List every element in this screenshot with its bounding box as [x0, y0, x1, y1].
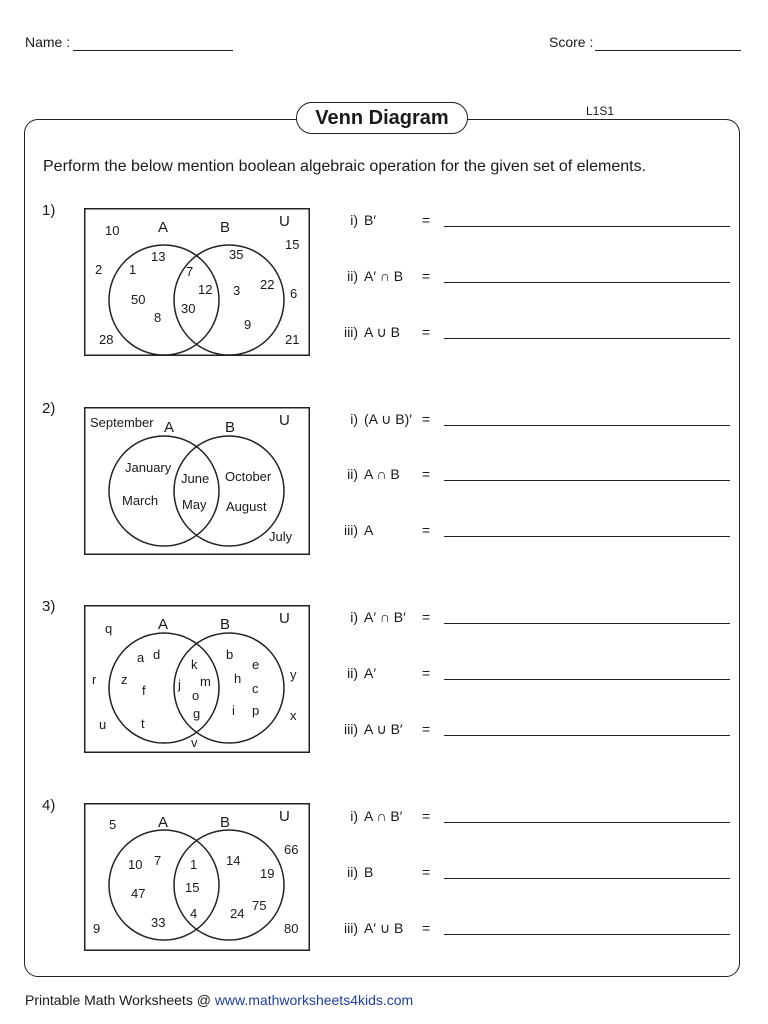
- element: f: [142, 683, 146, 698]
- element: j: [178, 677, 181, 692]
- element: 28: [99, 332, 114, 347]
- element: a: [137, 650, 145, 665]
- question-number: 1): [42, 202, 56, 219]
- operation-numeral: ii): [347, 466, 358, 482]
- element: 10: [105, 223, 120, 238]
- element: October: [225, 469, 272, 484]
- answer-line[interactable]: [444, 480, 730, 481]
- element: 33: [151, 915, 166, 930]
- element: x: [290, 708, 297, 723]
- operation-expression: A ∩ B′: [364, 808, 403, 824]
- element: 2: [95, 262, 103, 277]
- element: m: [200, 674, 211, 689]
- set-a-label: A: [158, 814, 169, 831]
- element: 24: [230, 906, 245, 921]
- operation-expression: A′ ∩ B: [364, 268, 404, 284]
- equals-sign: =: [422, 411, 431, 427]
- set-a-circle: [109, 436, 219, 546]
- set-b-label: B: [220, 616, 231, 633]
- element: 9: [93, 921, 101, 936]
- set-a-label: A: [158, 219, 169, 236]
- element: 15: [185, 880, 200, 895]
- equals-sign: =: [422, 466, 431, 482]
- operation-numeral: iii): [344, 721, 358, 737]
- element: 8: [154, 310, 162, 325]
- answer-line[interactable]: [444, 735, 730, 736]
- operation-expression: A′: [364, 665, 376, 681]
- equals-sign: =: [422, 268, 431, 284]
- venn-diagram-4: [84, 803, 310, 951]
- set-b-label: B: [220, 219, 231, 236]
- element: May: [182, 497, 207, 512]
- operation-expression: A ∪ B′: [364, 721, 403, 737]
- operation-expression: A′ ∩ B′: [364, 609, 406, 625]
- answer-line[interactable]: [444, 623, 730, 624]
- answer-line[interactable]: [444, 878, 730, 879]
- operation-numeral: iii): [344, 324, 358, 340]
- operation-numeral: iii): [344, 522, 358, 538]
- venn-diagram-2: [84, 407, 310, 555]
- element: 50: [131, 292, 146, 307]
- element: c: [252, 681, 259, 696]
- set-b-label: B: [225, 419, 236, 436]
- element: 5: [109, 817, 117, 832]
- equals-sign: =: [422, 212, 431, 228]
- operation-numeral: ii): [347, 864, 358, 880]
- element: 10: [128, 857, 143, 872]
- operation-numeral: ii): [347, 268, 358, 284]
- element: March: [122, 493, 159, 508]
- worksheet-title: Venn Diagram: [296, 102, 468, 134]
- operation-expression: (A ∪ B)′: [364, 411, 412, 427]
- element: 47: [131, 886, 146, 901]
- sheet-code: L1S1: [586, 104, 615, 118]
- answer-line[interactable]: [444, 822, 730, 823]
- element: i: [232, 703, 235, 718]
- element: August: [226, 499, 267, 514]
- set-b-label: B: [220, 814, 231, 831]
- answer-line[interactable]: [444, 226, 730, 227]
- element: July: [269, 529, 293, 544]
- universe-label: U: [279, 213, 290, 230]
- element: 4: [190, 906, 198, 921]
- set-a-label: A: [158, 616, 169, 633]
- venn-diagram-1: [84, 208, 310, 356]
- element: 9: [244, 317, 252, 332]
- equals-sign: =: [422, 522, 431, 538]
- element: 21: [285, 332, 300, 347]
- footer-text: Printable Math Worksheets @: [25, 992, 215, 1008]
- element: 12: [198, 282, 213, 297]
- element: h: [234, 671, 242, 686]
- equals-sign: =: [422, 665, 431, 681]
- footer: [25, 992, 413, 1008]
- answer-line[interactable]: [444, 679, 730, 680]
- element: o: [192, 688, 200, 703]
- set-b-circle: [174, 436, 284, 546]
- element: 14: [226, 853, 241, 868]
- operation-expression: A′ ∪ B: [364, 920, 404, 936]
- equals-sign: =: [422, 864, 431, 880]
- footer-link[interactable]: www.mathworksheets4kids.com: [214, 992, 414, 1008]
- answer-line[interactable]: [444, 934, 730, 935]
- element: 35: [229, 247, 244, 262]
- operation-numeral: ii): [347, 665, 358, 681]
- element: v: [191, 735, 198, 750]
- operation-numeral: i): [350, 212, 358, 228]
- name-input-line[interactable]: [73, 50, 233, 51]
- element: 19: [260, 866, 275, 881]
- element: January: [125, 460, 172, 475]
- element: p: [252, 703, 260, 718]
- operation-numeral: i): [350, 609, 358, 625]
- name-label: Name :: [25, 34, 71, 50]
- element: 22: [260, 277, 275, 292]
- element: 66: [284, 842, 299, 857]
- element: 7: [154, 853, 162, 868]
- equals-sign: =: [422, 808, 431, 824]
- operation-expression: B: [364, 864, 374, 880]
- element: September: [90, 415, 154, 430]
- element: e: [252, 657, 260, 672]
- operation-expression: A ∪ B: [364, 324, 400, 340]
- universe-box: [85, 606, 310, 753]
- element: g: [193, 706, 201, 721]
- universe-label: U: [279, 610, 290, 627]
- answer-line[interactable]: [444, 338, 730, 339]
- operation-expression: B′: [364, 212, 376, 228]
- universe-label: U: [279, 412, 290, 429]
- answer-line[interactable]: [444, 536, 730, 537]
- element: z: [121, 672, 128, 687]
- score-input-line[interactable]: [595, 50, 741, 51]
- venn-diagram-3: [84, 605, 310, 753]
- element: June: [181, 471, 210, 486]
- answer-line[interactable]: [444, 282, 730, 283]
- element: 6: [290, 286, 298, 301]
- element: b: [226, 647, 234, 662]
- element: k: [191, 657, 198, 672]
- operation-expression: A: [364, 522, 374, 538]
- equals-sign: =: [422, 920, 431, 936]
- operation-numeral: i): [350, 411, 358, 427]
- element: r: [92, 672, 97, 687]
- element: q: [105, 621, 113, 636]
- element: 3: [233, 283, 241, 298]
- element: 7: [186, 264, 194, 279]
- element: u: [99, 717, 107, 732]
- operation-numeral: iii): [344, 920, 358, 936]
- score-label: Score :: [549, 34, 594, 50]
- element: t: [141, 716, 145, 731]
- question-number: 3): [42, 598, 56, 615]
- equals-sign: =: [422, 721, 431, 737]
- instructions: Perform the below mention boolean algebraic operation for the given set of elements.: [43, 158, 647, 175]
- operation-expression: A ∩ B: [364, 466, 400, 482]
- universe-label: U: [279, 808, 290, 825]
- equals-sign: =: [422, 609, 431, 625]
- element: 13: [151, 249, 166, 264]
- question-number: 4): [42, 797, 56, 814]
- question-number: 2): [42, 400, 56, 417]
- element: 15: [285, 237, 300, 252]
- element: 1: [190, 857, 198, 872]
- element: y: [290, 667, 297, 682]
- answer-line[interactable]: [444, 425, 730, 426]
- equals-sign: =: [422, 324, 431, 340]
- element: 1: [129, 262, 137, 277]
- element: d: [153, 647, 161, 662]
- set-a-label: A: [164, 419, 175, 436]
- element: 75: [252, 898, 267, 913]
- operation-numeral: i): [350, 808, 358, 824]
- element: 30: [181, 301, 196, 316]
- element: 80: [284, 921, 299, 936]
